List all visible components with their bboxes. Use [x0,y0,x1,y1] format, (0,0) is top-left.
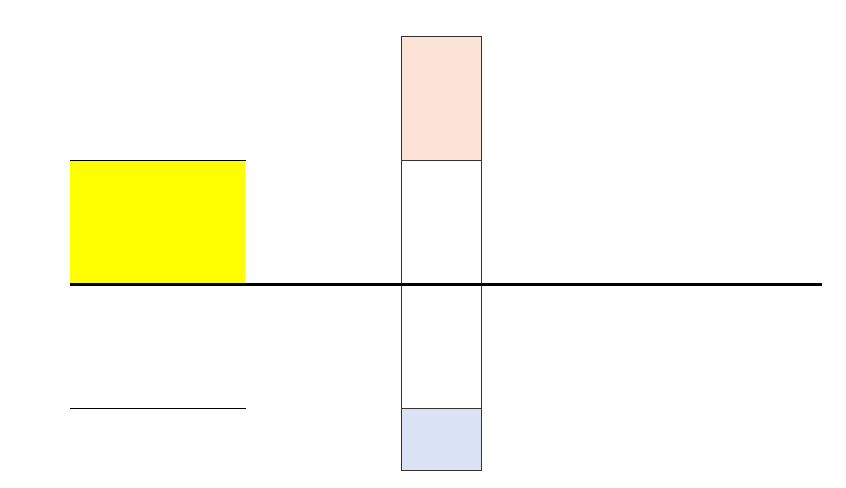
pass-confirmed-cell [401,36,482,161]
border-line [70,283,822,286]
slot-count-box [70,161,245,285]
fail-confirmed-cell [401,408,482,471]
upper-guide-line [70,160,246,161]
lower-guide-line [70,408,246,409]
